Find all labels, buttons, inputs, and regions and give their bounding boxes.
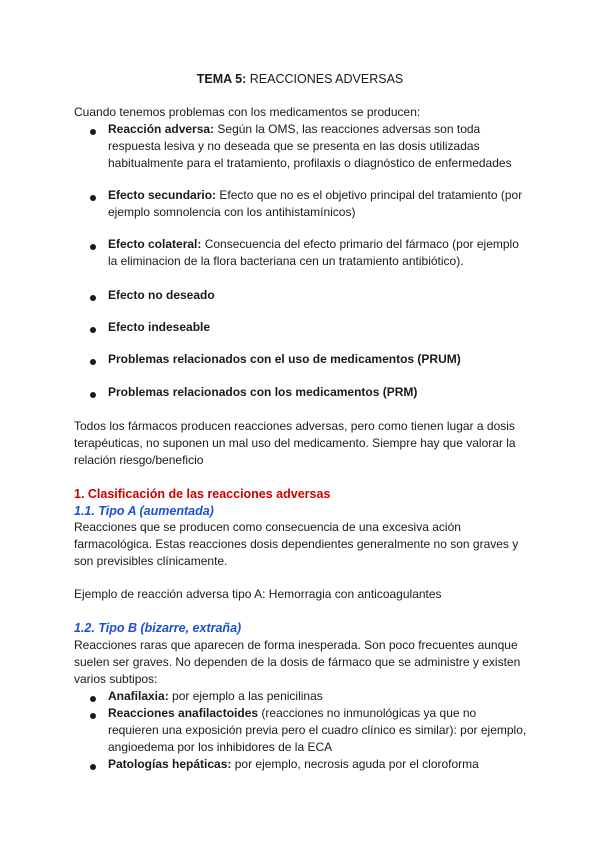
definition-text: Según la OMS, las reacciones adversas son toda respuesta lesiva y no deseada que se presenta en las dosis utilizadas habitualmente para el tratamiento, profilaxis o diagnóstico de enfermedades <box>108 122 512 170</box>
definition-term: Efecto colateral: <box>108 237 202 251</box>
subsection-heading-type-b: 1.2. Tipo B (bizarre, extraña) <box>74 621 242 635</box>
subtype-text: (reacciones no inmunológicas ya que no requieren una exposición previa pero el cuadro clínico es similar): por ejemplo, angioedema por los inhibidores de la ECA <box>108 706 527 754</box>
definition-item <box>108 287 528 304</box>
definition-item <box>108 121 528 172</box>
definition-term: Efecto secundario: <box>108 188 217 202</box>
definition-item <box>108 351 528 368</box>
bullet-icon <box>90 327 96 333</box>
page-title <box>0 71 600 87</box>
summary-paragraph: Todos los fármacos producen reacciones adversas, pero como tienen lugar a dosis terapéuticas, no suponen un mal uso del medicamento. Siempre hay que valorar la relación riesgo/beneficio <box>74 419 516 467</box>
bullet-icon <box>90 764 96 770</box>
type-a-example: Ejemplo de reacción adversa tipo A: Hemorragia con anticoagulantes <box>74 587 442 601</box>
subtype-text: por ejemplo a las penicilinas <box>172 689 323 703</box>
type-a-paragraph: Reacciones que se producen como consecuencia de una excesiva ación farmacológica. Estas reacciones dosis dependientes generalmente no son graves y son previsibles clínicamente. <box>74 520 519 568</box>
subtype-term: Anafilaxia: <box>108 689 169 703</box>
definition-term: Efecto indeseable <box>108 320 211 334</box>
intro-paragraph: Cuando tenemos problemas con los medicamentos se producen: <box>74 105 421 119</box>
subsection-heading-type-a: 1.1. Tipo A (aumentada) <box>74 504 214 518</box>
type-b-paragraph: Reacciones raras que aparecen de forma inesperada. Son poco frecuentes aunque suelen ser graves. No dependen de la dosis de fármaco que se administre y existen varios subtipos: <box>74 638 521 686</box>
definition-term: Reacción adversa: <box>108 122 215 136</box>
definition-term: Problemas relacionados con los medicamentos (PRM) <box>108 385 418 399</box>
definition-item <box>108 236 528 270</box>
bullet-icon <box>90 195 96 201</box>
bullet-icon <box>90 244 96 250</box>
bullet-icon <box>90 696 96 702</box>
subtype-item <box>108 688 528 705</box>
definition-item <box>108 384 528 401</box>
definition-item <box>108 319 528 336</box>
subtype-text: por ejemplo, necrosis aguda por el cloroforma <box>234 757 479 771</box>
subtype-term: Patologías hepáticas: <box>108 757 232 771</box>
definition-term: Efecto no deseado <box>108 288 215 302</box>
definition-term: Problemas relacionados con el uso de medicamentos (PRUM) <box>108 352 461 366</box>
title-prefix: TEMA 5: <box>196 72 247 86</box>
section-heading: 1. Clasificación de las reacciones adversas <box>74 487 331 501</box>
bullet-icon <box>90 713 96 719</box>
definition-text: Efecto que no es el objetivo principal del tratamiento (por ejemplo somnolencia con los antihistamínicos) <box>108 188 523 219</box>
definition-item <box>108 187 528 221</box>
bullet-icon <box>90 295 96 301</box>
bullet-icon <box>90 359 96 365</box>
definition-text: Consecuencia del efecto primario del fármaco (por ejemplo la eliminacion de la flora bacteriana cen un tratamiento antibiótico). <box>108 237 519 268</box>
bullet-icon <box>90 129 96 135</box>
subtype-term: Reacciones anafilactoides <box>108 706 259 720</box>
subtype-item <box>108 756 528 773</box>
title-text: REACCIONES ADVERSAS <box>249 72 404 86</box>
subtype-item <box>108 705 528 756</box>
bullet-icon <box>90 392 96 398</box>
